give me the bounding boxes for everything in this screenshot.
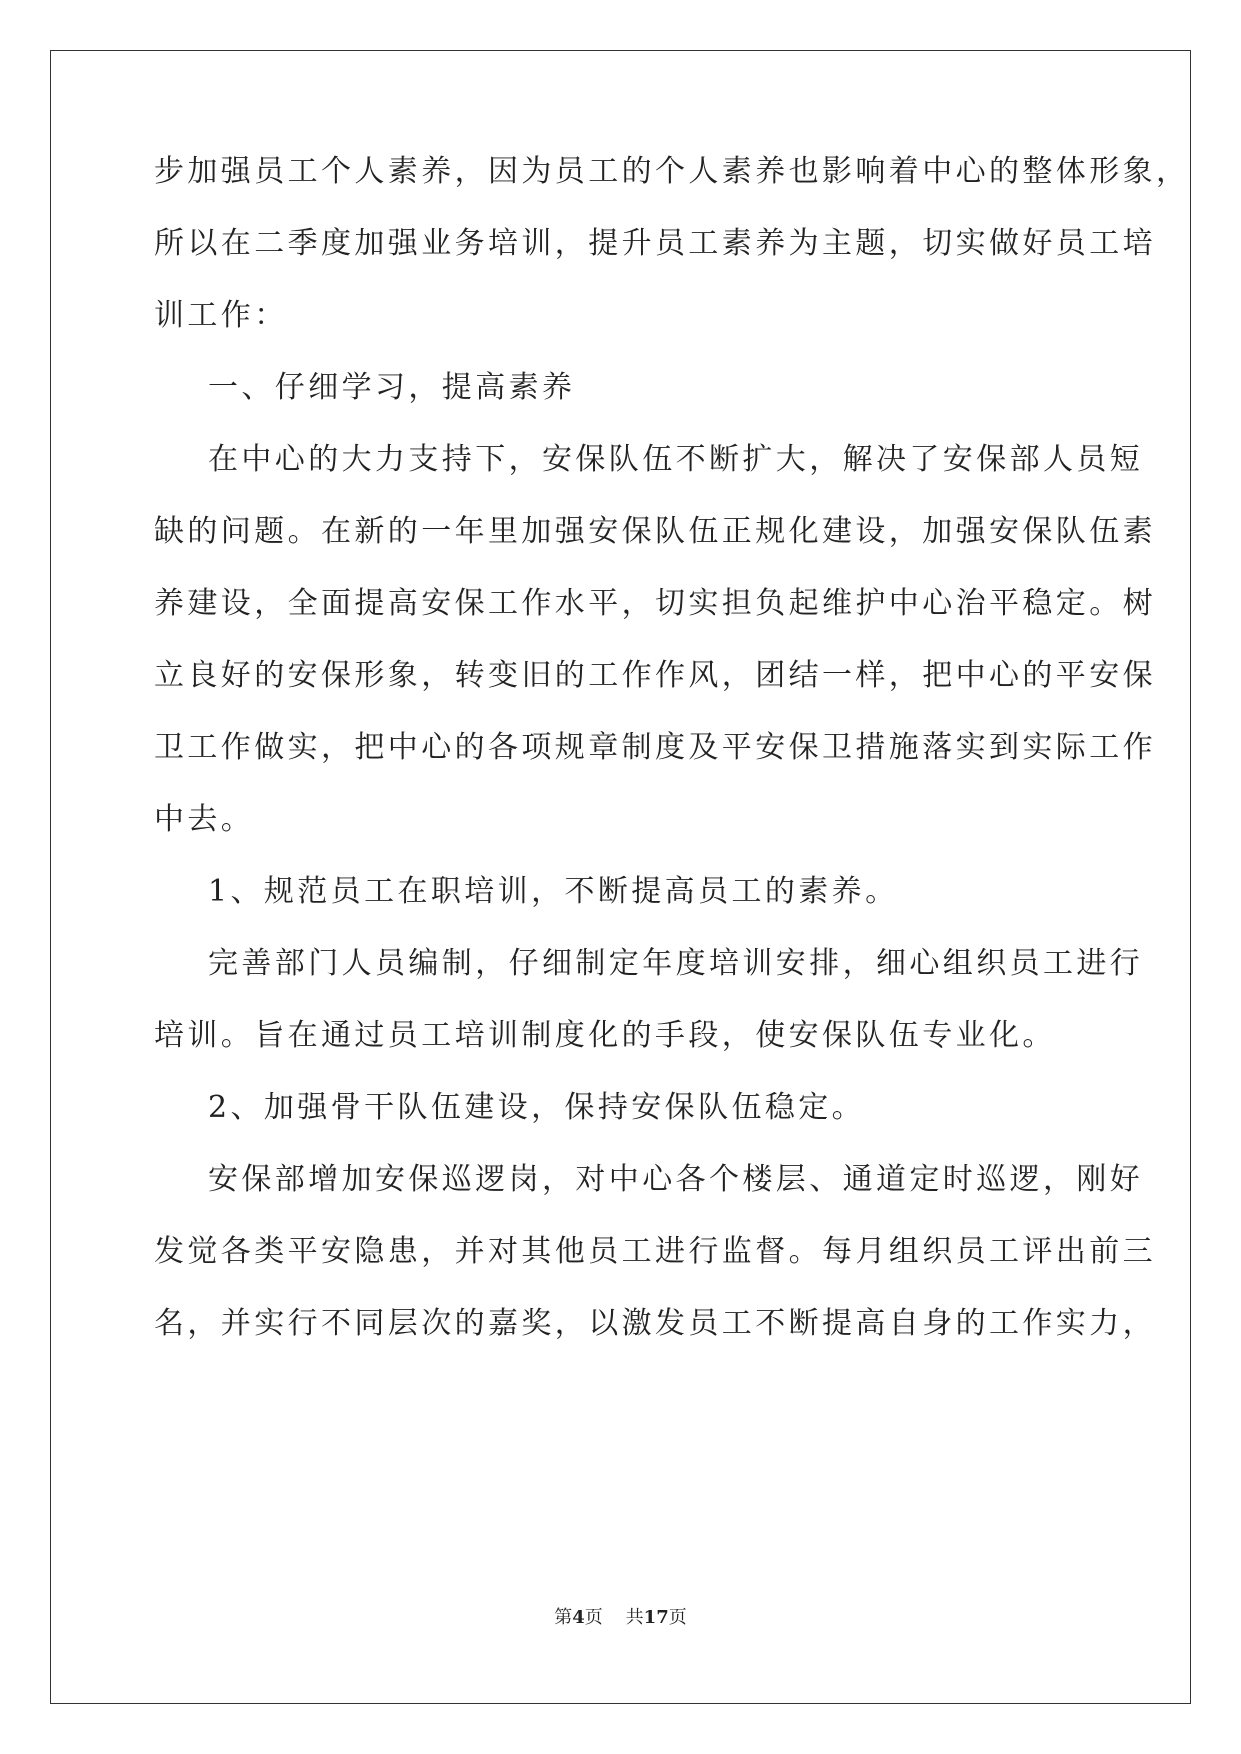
text-line: 名，并实行不同层次的嘉奖，以激发员工不断提高自身的工作实力， — [154, 1306, 1156, 1341]
text-line: 在中心的大力支持下，安保队伍不断扩大，解决了安保部人员短 — [208, 442, 1144, 477]
text-line: 培训。旨在通过员工培训制度化的手段，使安保队伍专业化。 — [154, 1018, 1056, 1053]
text-line: 训工作： — [154, 298, 288, 333]
text-line: 缺的问题。在新的一年里加强安保队伍正规化建设，加强安保队伍素 — [154, 514, 1156, 549]
page-footer — [0, 1606, 1241, 1630]
text-line: 安保部增加安保巡逻岗，对中心各个楼层、通道定时巡逻，刚好 — [208, 1162, 1144, 1197]
text-line: 发觉各类平安隐患，并对其他员工进行监督。每月组织员工评出前三 — [154, 1234, 1156, 1269]
text-line: 立良好的安保形象，转变旧的工作作风，团结一样，把中心的平安保 — [154, 658, 1156, 693]
subsection-heading: 2、加强骨干队伍建设，保持安保队伍稳定。 — [208, 1090, 866, 1125]
section-heading: 一、仔细学习，提高素养 — [208, 370, 576, 405]
page-prefix: 第 — [554, 1607, 573, 1628]
page-number: 4 — [572, 1607, 585, 1628]
text-line: 卫工作做实，把中心的各项规章制度及平安保卫措施落实到实际工作 — [154, 730, 1156, 765]
total-pages: 17 — [643, 1607, 669, 1628]
total-suffix: 页 — [668, 1607, 687, 1628]
text-line: 完善部门人员编制，仔细制定年度培训安排，细心组织员工进行 — [208, 946, 1144, 981]
text-line: 步加强员工个人素养，因为员工的个人素养也影响着中心的整体形象， — [154, 154, 1190, 189]
text-line: 中去。 — [154, 802, 255, 837]
subsection-heading: 1、规范员工在职培训，不断提高员工的素养。 — [208, 874, 899, 909]
text-line: 所以在二季度加强业务培训，提升员工素养为主题，切实做好员工培 — [154, 226, 1156, 261]
page-suffix: 页 — [584, 1607, 603, 1628]
text-line: 养建设，全面提高安保工作水平，切实担负起维护中心治平稳定。树 — [154, 586, 1156, 621]
total-prefix: 共 — [625, 1607, 644, 1628]
